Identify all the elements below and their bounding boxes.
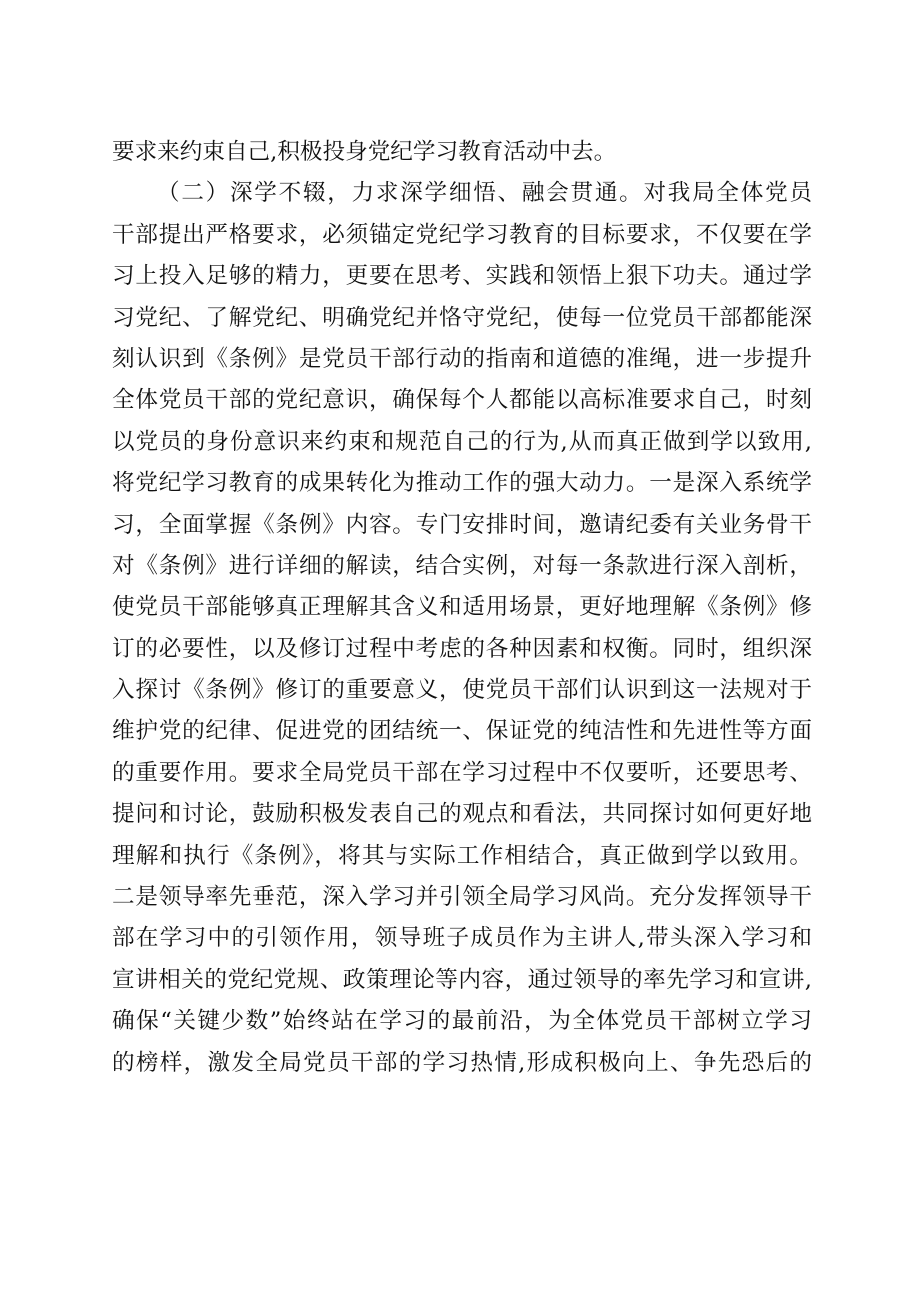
text-line: 全体党员干部的党纪意识，确保每个人都能以高标准要求自己，时刻 bbox=[112, 387, 812, 414]
text-line: 确保“关键少数”始终站在学习的最前沿，为全体党员干部树立学习 bbox=[112, 1008, 812, 1035]
text-line: 习党纪、了解党纪、明确党纪并恪守党纪，使每一位党员干部都能深 bbox=[112, 304, 812, 331]
text-line: 以党员的身份意识来约束和规范自己的行为,从而真正做到学以致用, bbox=[112, 428, 812, 455]
text-line: 对《条例》进行详细的解读，结合实例，对每一条款进行深入剖析， bbox=[112, 552, 812, 579]
text-line: 订的必要性，以及修订过程中考虑的各种因素和权衡。同时，组织深 bbox=[112, 635, 812, 662]
body-text bbox=[112, 132, 812, 1084]
text-line: 要求来约束自己,积极投身党纪学习教育活动中去。 bbox=[112, 139, 617, 165]
text-line: 习上投入足够的精力，更要在思考、实践和领悟上狠下功夫。通过学 bbox=[112, 263, 812, 290]
text-line: 的榜样，激发全局党员干部的学习热情,形成积极向上、争先恐后的 bbox=[112, 1049, 812, 1076]
text-line: 二是领导率先垂范，深入学习并引领全局学习风尚。充分发挥领导干 bbox=[112, 884, 812, 911]
text-line: 部在学习中的引领作用，领导班子成员作为主讲人,带头深入学习和 bbox=[112, 925, 812, 952]
text-line: 宣讲相关的党纪党规、政策理论等内容，通过领导的率先学习和宣讲, bbox=[112, 966, 812, 993]
text-line: 入探讨《条例》修订的重要意义，使党员干部们认识到这一法规对于 bbox=[112, 677, 812, 704]
text-line: 将党纪学习教育的成果转化为推动工作的强大动力。一是深入系统学 bbox=[112, 470, 812, 497]
text-line: 维护党的纪律、促进党的团结统一、保证党的纯洁性和先进性等方面 bbox=[112, 718, 812, 745]
text-line: 的重要作用。要求全局党员干部在学习过程中不仅要听，还要思考、 bbox=[112, 759, 812, 786]
section-heading-line: （二）深学不辍，力求深学细悟、融会贯通。对我局全体党员 bbox=[157, 180, 812, 207]
text-line: 使党员干部能够真正理解其含义和适用场景，更好地理解《条例》修 bbox=[112, 594, 812, 621]
text-line: 刻认识到《条例》是党员干部行动的指南和道德的准绳，进一步提升 bbox=[112, 345, 812, 372]
text-line: 干部提出严格要求，必须锚定党纪学习教育的目标要求，不仅要在学 bbox=[112, 221, 812, 248]
text-line: 提问和讨论，鼓励积极发表自己的观点和看法，共同探讨如何更好地 bbox=[112, 801, 812, 828]
text-line: 理解和执行《条例》，将其与实际工作相结合，真正做到学以致用。 bbox=[112, 842, 812, 869]
text-line: 习，全面掌握《条例》内容。专门安排时间，邀请纪委有关业务骨干 bbox=[112, 511, 812, 538]
